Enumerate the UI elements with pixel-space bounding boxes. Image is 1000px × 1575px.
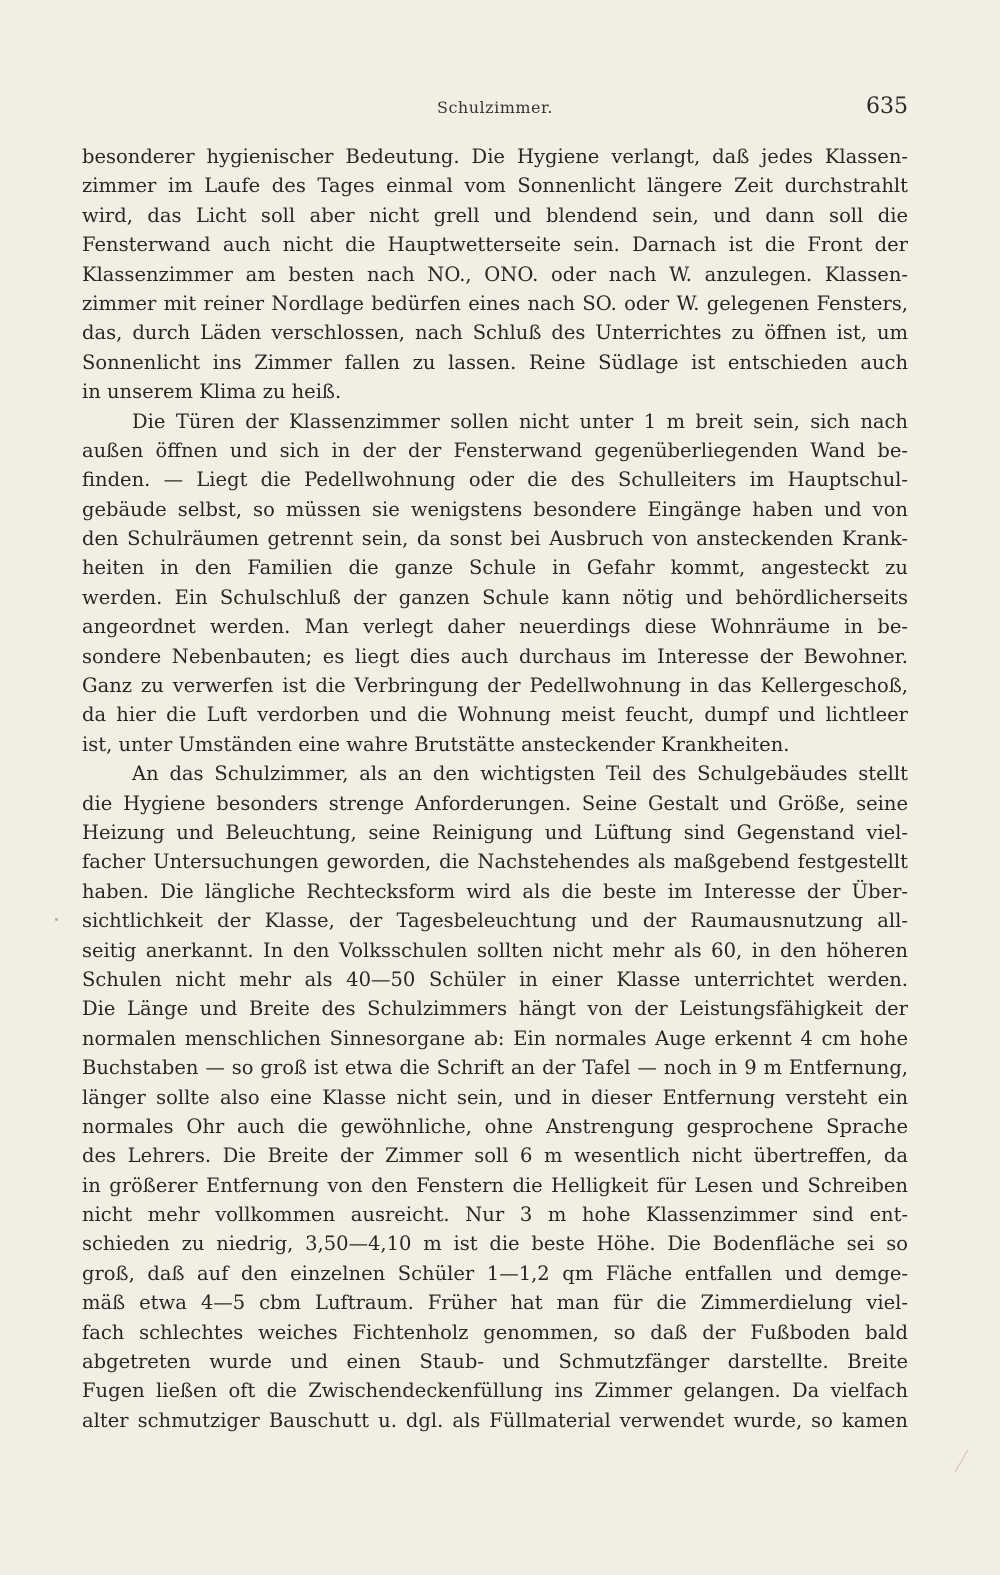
paper-speck bbox=[55, 918, 58, 921]
text-line: Ganz zu verwerfen ist die Verbringung der Pedellwohnung in das Kellergeschoß, bbox=[82, 674, 908, 698]
text-line: normalen menschlichen Sinnesorgane ab: Ein normales Auge erkennt 4 cm hohe bbox=[82, 1026, 908, 1050]
text-line: Schulen nicht mehr als 40—50 Schüler in einer Klasse unterrichtet werden. bbox=[82, 967, 908, 991]
text-line: abgetreten wurde und einen Staub- und Schmutzfänger darstellte. Breite bbox=[82, 1350, 908, 1374]
text-line: Fensterwand auch nicht die Hauptwetterseite sein. Darnach ist die Front der bbox=[82, 233, 908, 257]
text-line: angeordnet werden. Man verlegt daher neuerdings diese Wohnräume in be- bbox=[82, 615, 908, 639]
paper-scratch bbox=[955, 1449, 969, 1472]
text-line: das, durch Läden verschlossen, nach Schluß des Unterrichtes zu öffnen ist, um bbox=[82, 321, 908, 345]
text-line: gebäude selbst, so müssen sie wenigstens besondere Eingänge haben und von bbox=[82, 497, 908, 521]
text-line: Sonnenlicht ins Zimmer fallen zu lassen. Reine Südlage ist entschieden auch bbox=[82, 350, 908, 374]
text-line: da hier die Luft verdorben und die Wohnung meist feucht, dumpf und lichtleer bbox=[82, 703, 908, 727]
text-line: groß, daß auf den einzelnen Schüler 1—1,2 qm Fläche entfallen und demge- bbox=[82, 1261, 908, 1285]
text-line: wird, das Licht soll aber nicht grell und blendend sein, und dann soll die bbox=[82, 203, 908, 227]
text-line: schieden zu niedrig, 3,50—4,10 m ist die beste Höhe. Die Bodenfläche sei so bbox=[82, 1232, 908, 1256]
text-line: des Lehrers. Die Breite der Zimmer soll 6 m wesentlich nicht übertreffen, da bbox=[82, 1144, 908, 1168]
text-line: finden. — Liegt die Pedellwohnung oder die des Schulleiters im Hauptschul- bbox=[82, 468, 908, 492]
text-line: fach schlechtes weiches Fichtenholz genommen, so daß der Fußboden bald bbox=[82, 1320, 908, 1344]
text-line: zimmer mit reiner Nordlage bedürfen eines nach SO. oder W. gelegenen Fensters, bbox=[82, 291, 908, 315]
text-line: heiten in den Familien die ganze Schule in Gefahr kommt, angesteckt zu bbox=[82, 556, 908, 580]
text-line: Fugen ließen oft die Zwischendeckenfüllung ins Zimmer gelangen. Da vielfach bbox=[82, 1379, 908, 1403]
page-number: 635 bbox=[866, 94, 908, 119]
text-line: normales Ohr auch die gewöhnliche, ohne Anstrengung gesprochene Sprache bbox=[82, 1114, 908, 1138]
text-line: Die Länge und Breite des Schulzimmers hängt von der Leistungsfähigkeit der bbox=[82, 997, 908, 1021]
paragraph-start-line: Die Türen der Klassenzimmer sollen nicht unter 1 m breit sein, sich nach bbox=[132, 409, 908, 433]
text-line: seitig anerkannt. In den Volksschulen sollten nicht mehr als 60, in den höheren bbox=[82, 938, 908, 962]
text-line: Heizung und Beleuchtung, seine Reinigung und Lüftung sind Gegenstand viel- bbox=[82, 820, 908, 844]
text-line: Klassenzimmer am besten nach NO., ONO. oder nach W. anzulegen. Klassen- bbox=[82, 262, 908, 286]
text-line: in unserem Klima zu heiß. bbox=[82, 380, 342, 404]
text-line: länger sollte also eine Klasse nicht sein, und in dieser Entfernung versteht ein bbox=[82, 1085, 908, 1109]
running-head bbox=[82, 94, 908, 124]
running-title: Schulzimmer. bbox=[437, 98, 553, 117]
body-text bbox=[82, 142, 908, 1435]
text-line: sondere Nebenbauten; es liegt dies auch durchaus im Interesse der Bewohner. bbox=[82, 644, 908, 668]
text-line: die Hygiene besonders strenge Anforderungen. Seine Gestalt und Größe, seine bbox=[82, 791, 908, 815]
paragraph-start-line: An das Schulzimmer, als an den wichtigsten Teil des Schulgebäudes stellt bbox=[132, 762, 908, 786]
text-line: zimmer im Laufe des Tages einmal vom Sonnenlicht längere Zeit durchstrahlt bbox=[82, 174, 908, 198]
text-line: den Schulräumen getrennt sein, da sonst bei Ausbruch von ansteckenden Krank- bbox=[82, 527, 908, 551]
text-line: facher Untersuchungen geworden, die Nachstehendes als maßgebend festgestellt bbox=[82, 850, 908, 874]
text-line: sichtlichkeit der Klasse, der Tagesbeleuchtung und der Raumausnutzung all- bbox=[82, 909, 908, 933]
text-line: nicht mehr vollkommen ausreicht. Nur 3 m hohe Klassenzimmer sind ent- bbox=[82, 1203, 908, 1227]
text-line: mäß etwa 4—5 cbm Luftraum. Früher hat man für die Zimmerdielung viel- bbox=[82, 1291, 908, 1315]
text-line: ist, unter Umständen eine wahre Brutstätte ansteckender Krankheiten. bbox=[82, 732, 790, 756]
text-line: werden. Ein Schulschluß der ganzen Schule kann nötig und behördlicherseits bbox=[82, 585, 908, 609]
text-line: Buchstaben — so groß ist etwa die Schrift an der Tafel — noch in 9 m Entfernung, bbox=[82, 1056, 908, 1080]
text-line: haben. Die längliche Rechtecksform wird als die beste im Interesse der Über- bbox=[82, 879, 908, 903]
text-line: besonderer hygienischer Bedeutung. Die Hygiene verlangt, daß jedes Klassen- bbox=[82, 145, 908, 168]
text-line: außen öffnen und sich in der der Fensterwand gegenüberliegenden Wand be- bbox=[82, 438, 908, 462]
text-line: in größerer Entfernung von den Fenstern die Helligkeit für Lesen und Schreiben bbox=[82, 1173, 908, 1197]
text-line: alter schmutziger Bauschutt u. dgl. als Füllmaterial verwendet wurde, so kamen bbox=[82, 1408, 908, 1432]
